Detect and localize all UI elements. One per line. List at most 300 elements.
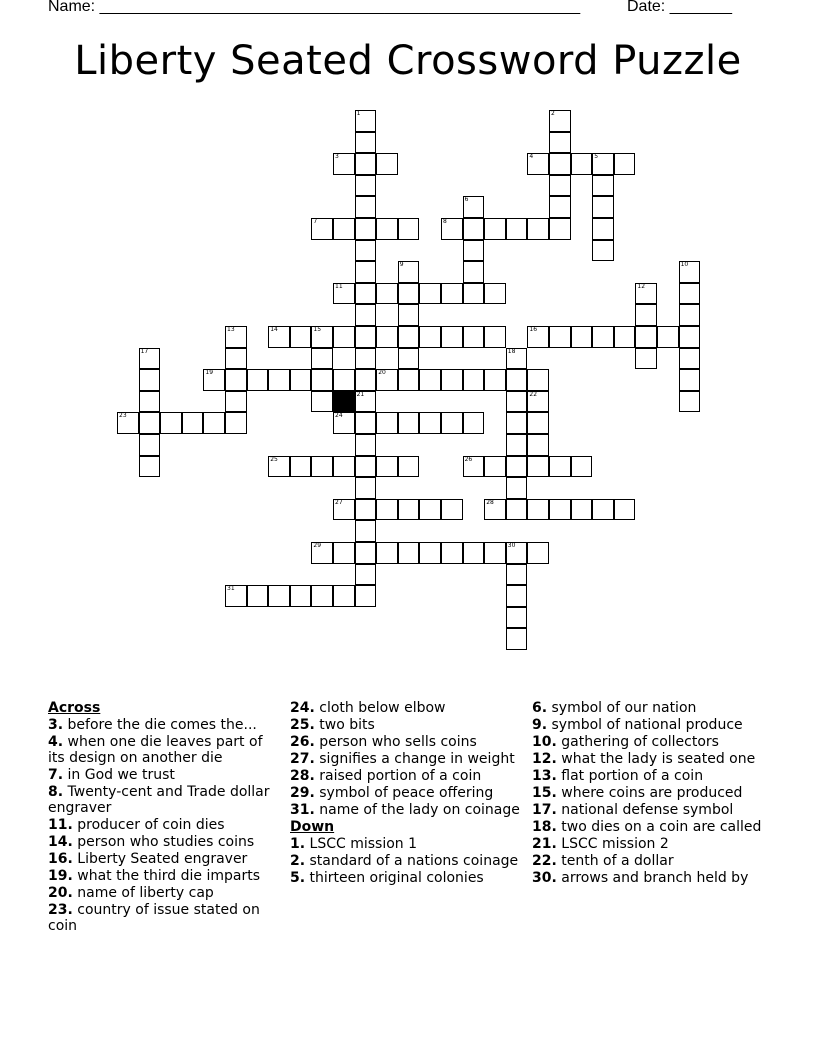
- grid-cell[interactable]: [247, 369, 269, 391]
- grid-cell[interactable]: [506, 391, 528, 413]
- grid-cell[interactable]: [398, 304, 420, 326]
- clue-num: 15.: [532, 785, 557, 801]
- clue-number: 15: [313, 326, 322, 333]
- clue-text: Twenty-cent and Trade dollar engraver: [48, 784, 270, 816]
- grid-cell[interactable]: [333, 542, 355, 564]
- grid-cell[interactable]: [506, 434, 528, 456]
- grid-cell[interactable]: [592, 326, 614, 348]
- grid-cell[interactable]: [355, 304, 377, 326]
- grid-cell[interactable]: [333, 153, 355, 175]
- clue-num: 8.: [48, 784, 64, 800]
- grid-cell[interactable]: [398, 218, 420, 240]
- grid-cell[interactable]: [592, 196, 614, 218]
- clue-text: national defense symbol: [556, 802, 734, 818]
- clue-number: 20: [378, 369, 386, 377]
- clue-text: tenth of a dollar: [556, 853, 674, 869]
- grid-cell[interactable]: [679, 304, 701, 326]
- grid-cell[interactable]: [679, 283, 701, 305]
- grid-cell[interactable]: [355, 348, 377, 370]
- grid-cell[interactable]: [117, 412, 139, 434]
- down-clue: [532, 819, 772, 835]
- grid-cell[interactable]: [311, 218, 333, 240]
- grid-cell[interactable]: [355, 132, 377, 154]
- clue-text: symbol of national produce: [547, 717, 743, 733]
- across-clue: [290, 768, 520, 784]
- grid-cell[interactable]: [290, 326, 312, 348]
- grid-cell[interactable]: [398, 348, 420, 370]
- clue-num: 9.: [532, 717, 548, 733]
- clue-num: 28.: [290, 768, 315, 784]
- grid-cell[interactable]: [679, 369, 701, 391]
- grid-cell[interactable]: [376, 283, 398, 305]
- grid-cell[interactable]: [355, 585, 377, 607]
- grid-cell[interactable]: [398, 542, 420, 564]
- grid-cell[interactable]: [549, 456, 571, 478]
- clue-num: 11.: [48, 817, 73, 833]
- grid-cell[interactable]: [614, 326, 636, 348]
- clue-text: what the third die imparts: [72, 868, 261, 884]
- grid-cell[interactable]: [484, 369, 506, 391]
- grid-cell[interactable]: [463, 542, 485, 564]
- grid-cell[interactable]: [484, 283, 506, 305]
- grid-cell[interactable]: [355, 153, 377, 175]
- down-clue: [532, 802, 772, 818]
- grid-cell[interactable]: [635, 283, 657, 305]
- clue-text: cloth below elbow: [314, 700, 446, 716]
- grid-cell[interactable]: [592, 153, 614, 175]
- across-clue: [48, 885, 278, 901]
- clue-text: before the die comes the...: [63, 717, 257, 733]
- grid-cell[interactable]: [549, 196, 571, 218]
- clue-number: 1: [356, 110, 361, 117]
- across-clue: [48, 868, 278, 884]
- grid-cell[interactable]: [419, 283, 441, 305]
- grid-cell[interactable]: [139, 348, 161, 370]
- down-clue: [532, 700, 772, 716]
- clue-number: 19: [205, 369, 214, 377]
- clue-num: 13.: [532, 768, 557, 784]
- clue-number: 26: [464, 455, 473, 463]
- grid-cell[interactable]: [355, 412, 377, 434]
- grid-cell[interactable]: [355, 261, 377, 283]
- grid-cell[interactable]: [527, 391, 549, 413]
- grid-cell[interactable]: [139, 456, 161, 478]
- grid-cell[interactable]: [441, 326, 463, 348]
- grid-cell[interactable]: [290, 456, 312, 478]
- grid-cell[interactable]: [506, 218, 528, 240]
- grid-cell[interactable]: [484, 218, 506, 240]
- clue-number: 7: [313, 218, 318, 225]
- clue-num: 26.: [290, 734, 315, 750]
- grid-cell[interactable]: [355, 240, 377, 262]
- grid-cell[interactable]: [614, 499, 636, 521]
- clue-num: 23.: [48, 902, 73, 918]
- grid-cell[interactable]: [592, 175, 614, 197]
- clue-num: 7.: [48, 767, 64, 783]
- date-field[interactable]: Date: _______: [627, 0, 732, 15]
- grid-cell[interactable]: [333, 585, 355, 607]
- down-clue: [532, 734, 772, 750]
- grid-cell[interactable]: [376, 542, 398, 564]
- grid-cell[interactable]: [376, 369, 398, 391]
- grid-cell[interactable]: [506, 456, 528, 478]
- across-clue: [48, 851, 278, 867]
- clue-num: 12.: [532, 751, 557, 767]
- grid-cell[interactable]: [311, 542, 333, 564]
- clue-num: 14.: [48, 834, 73, 850]
- across-clue: [290, 751, 520, 767]
- clue-num: 4.: [48, 734, 64, 750]
- across-clue: [48, 817, 278, 833]
- clue-num: 25.: [290, 717, 315, 733]
- grid-cell[interactable]: [311, 326, 333, 348]
- clue-number: 23: [119, 412, 127, 420]
- grid-block: [333, 391, 355, 413]
- clue-num: 16.: [48, 851, 73, 867]
- grid-cell[interactable]: [355, 499, 377, 521]
- grid-cell[interactable]: [527, 218, 549, 240]
- grid-cell[interactable]: [398, 412, 420, 434]
- name-field[interactable]: Name: ______________________________________________________: [48, 0, 581, 15]
- down-clue: [532, 785, 772, 801]
- clue-text: person who sells coins: [314, 734, 477, 750]
- clue-num: 21.: [532, 836, 557, 852]
- grid-cell[interactable]: [549, 218, 571, 240]
- grid-cell[interactable]: [484, 326, 506, 348]
- clue-number: 21: [356, 390, 365, 398]
- clue-text: LSCC mission 2: [556, 836, 669, 852]
- clue-number: 3: [335, 153, 339, 161]
- grid-cell[interactable]: [506, 477, 528, 499]
- grid-cell[interactable]: [268, 456, 290, 478]
- clue-text: producer of coin dies: [72, 817, 225, 833]
- grid-cell[interactable]: [355, 196, 377, 218]
- grid-cell[interactable]: [549, 132, 571, 154]
- grid-cell[interactable]: [419, 542, 441, 564]
- clue-number: 10: [680, 261, 689, 269]
- grid-cell[interactable]: [203, 412, 225, 434]
- grid-cell[interactable]: [484, 456, 506, 478]
- grid-cell[interactable]: [311, 391, 333, 413]
- down-clue: [532, 870, 772, 886]
- grid-cell[interactable]: [571, 456, 593, 478]
- grid-cell[interactable]: [398, 499, 420, 521]
- clue-text: LSCC mission 1: [305, 836, 418, 852]
- grid-cell[interactable]: [160, 412, 182, 434]
- grid-cell[interactable]: [376, 218, 398, 240]
- grid-cell[interactable]: [182, 412, 204, 434]
- grid-cell[interactable]: [679, 348, 701, 370]
- grid-cell[interactable]: [463, 196, 485, 218]
- clue-text: gathering of collectors: [556, 734, 719, 750]
- across-clue: [48, 767, 278, 783]
- grid-cell[interactable]: [247, 585, 269, 607]
- grid-cell[interactable]: [376, 153, 398, 175]
- grid-cell[interactable]: [419, 326, 441, 348]
- grid-cell[interactable]: [333, 369, 355, 391]
- grid-cell[interactable]: [463, 261, 485, 283]
- clue-text: thirteen original colonies: [305, 870, 484, 886]
- grid-cell[interactable]: [441, 218, 463, 240]
- grid-cell[interactable]: [355, 218, 377, 240]
- grid-cell[interactable]: [441, 369, 463, 391]
- clue-text: country of issue stated on coin: [48, 902, 260, 934]
- grid-cell[interactable]: [592, 240, 614, 262]
- clue-column-1: [48, 700, 278, 935]
- across-clue: [290, 700, 520, 716]
- clue-num: 24.: [290, 700, 315, 716]
- clue-num: 5.: [290, 870, 306, 886]
- grid-cell[interactable]: [527, 153, 549, 175]
- grid-cell[interactable]: [527, 434, 549, 456]
- grid-cell[interactable]: [139, 434, 161, 456]
- grid-cell[interactable]: [139, 369, 161, 391]
- clue-number: 12: [637, 282, 646, 290]
- down-heading: Down: [290, 819, 335, 835]
- clue-number: 8: [443, 218, 447, 225]
- grid-cell[interactable]: [549, 499, 571, 521]
- grid-cell[interactable]: [333, 499, 355, 521]
- grid-cell[interactable]: [376, 326, 398, 348]
- clue-text: where coins are produced: [556, 785, 743, 801]
- grid-cell[interactable]: [571, 326, 593, 348]
- grid-cell[interactable]: [441, 283, 463, 305]
- grid-cell[interactable]: [506, 499, 528, 521]
- grid-cell[interactable]: [441, 499, 463, 521]
- grid-cell[interactable]: [311, 348, 333, 370]
- grid-cell[interactable]: [398, 456, 420, 478]
- grid-cell[interactable]: [592, 499, 614, 521]
- clue-number: 24: [335, 412, 343, 420]
- clue-num: 19.: [48, 868, 73, 884]
- down-clue: [532, 853, 772, 869]
- across-clue: [290, 802, 520, 818]
- clue-text: symbol of peace offering: [314, 785, 494, 801]
- clue-text: what the lady is seated one: [556, 751, 756, 767]
- grid-cell[interactable]: [290, 585, 312, 607]
- grid-cell[interactable]: [376, 456, 398, 478]
- clue-number: 11: [335, 282, 343, 290]
- grid-cell[interactable]: [506, 564, 528, 586]
- grid-cell[interactable]: [614, 153, 636, 175]
- clue-number: 5: [594, 153, 599, 161]
- grid-cell[interactable]: [679, 391, 701, 413]
- clue-text: Liberty Seated engraver: [72, 851, 248, 867]
- grid-cell[interactable]: [355, 456, 377, 478]
- across-clue: [48, 717, 278, 733]
- clue-number: 13: [227, 326, 235, 333]
- grid-cell[interactable]: [333, 456, 355, 478]
- grid-cell[interactable]: [441, 412, 463, 434]
- clue-number: 18: [507, 347, 516, 355]
- grid-cell[interactable]: [506, 369, 528, 391]
- grid-cell[interactable]: [549, 175, 571, 197]
- down-clue: [532, 751, 772, 767]
- across-clue: [290, 734, 520, 750]
- grid-cell[interactable]: [549, 326, 571, 348]
- clue-num: 31.: [290, 802, 315, 818]
- grid-cell[interactable]: [225, 369, 247, 391]
- grid-cell[interactable]: [225, 412, 247, 434]
- clue-num: 27.: [290, 751, 315, 767]
- grid-cell[interactable]: [506, 585, 528, 607]
- grid-cell[interactable]: [333, 326, 355, 348]
- grid-cell[interactable]: [311, 585, 333, 607]
- grid-cell[interactable]: [527, 412, 549, 434]
- grid-cell[interactable]: [463, 456, 485, 478]
- grid-cell[interactable]: [355, 542, 377, 564]
- grid-cell[interactable]: [225, 348, 247, 370]
- grid-cell[interactable]: [311, 369, 333, 391]
- clue-number: 28: [486, 498, 494, 506]
- clue-num: 29.: [290, 785, 315, 801]
- grid-cell[interactable]: [355, 283, 377, 305]
- grid-cell[interactable]: [463, 369, 485, 391]
- clue-number: 29: [313, 542, 322, 549]
- clue-num: 2.: [290, 853, 306, 869]
- grid-cell[interactable]: [333, 412, 355, 434]
- grid-cell[interactable]: [506, 607, 528, 629]
- grid-cell[interactable]: [398, 326, 420, 348]
- clue-text: standard of a nations coinage: [305, 853, 519, 869]
- grid-cell[interactable]: [592, 218, 614, 240]
- down-clue: [532, 717, 772, 733]
- clue-text: person who studies coins: [72, 834, 255, 850]
- grid-cell[interactable]: [463, 240, 485, 262]
- grid-cell[interactable]: [527, 499, 549, 521]
- clue-number: 22: [529, 390, 538, 398]
- grid-cell[interactable]: [139, 412, 161, 434]
- grid-cell[interactable]: [398, 283, 420, 305]
- clue-number: 6: [464, 196, 469, 204]
- grid-cell[interactable]: [225, 585, 247, 607]
- clue-text: name of the lady on coinage: [314, 802, 520, 818]
- grid-cell[interactable]: [463, 412, 485, 434]
- grid-cell[interactable]: [506, 542, 528, 564]
- grid-cell[interactable]: [571, 499, 593, 521]
- across-clue: [48, 902, 278, 934]
- grid-cell[interactable]: [333, 218, 355, 240]
- grid-cell[interactable]: [571, 153, 593, 175]
- down-clue: [532, 836, 772, 852]
- grid-cell[interactable]: [398, 369, 420, 391]
- grid-cell[interactable]: [203, 369, 225, 391]
- grid-cell[interactable]: [225, 326, 247, 348]
- grid-cell[interactable]: [419, 369, 441, 391]
- clue-number: 27: [335, 498, 343, 506]
- across-clue: [48, 734, 278, 766]
- grid-cell[interactable]: [441, 542, 463, 564]
- grid-cell[interactable]: [549, 153, 571, 175]
- down-clue: [290, 836, 520, 852]
- across-clue: [48, 784, 278, 816]
- clue-number: 16: [529, 326, 538, 333]
- grid-cell[interactable]: [506, 348, 528, 370]
- clue-number: 30: [507, 542, 516, 549]
- grid-cell[interactable]: [527, 369, 549, 391]
- grid-cell[interactable]: [506, 412, 528, 434]
- clue-number: 25: [270, 455, 278, 463]
- grid-cell[interactable]: [484, 542, 506, 564]
- grid-cell[interactable]: [463, 326, 485, 348]
- grid-cell[interactable]: [355, 175, 377, 197]
- clue-text: in God we trust: [63, 767, 175, 783]
- grid-cell[interactable]: [355, 326, 377, 348]
- page-title: Liberty Seated Crossword Puzzle: [74, 38, 742, 84]
- grid-cell[interactable]: [484, 499, 506, 521]
- grid-cell[interactable]: [527, 456, 549, 478]
- grid-cell[interactable]: [355, 110, 377, 132]
- grid-cell[interactable]: [355, 391, 377, 413]
- grid-cell[interactable]: [419, 412, 441, 434]
- clue-text: flat portion of a coin: [556, 768, 704, 784]
- grid-cell[interactable]: [268, 326, 290, 348]
- clue-num: 6.: [532, 700, 548, 716]
- clue-num: 10.: [532, 734, 557, 750]
- grid-cell[interactable]: [527, 542, 549, 564]
- clue-text: signifies a change in weight: [314, 751, 515, 767]
- grid-cell[interactable]: [311, 456, 333, 478]
- grid-cell[interactable]: [398, 261, 420, 283]
- grid-cell[interactable]: [355, 434, 377, 456]
- clue-text: arrows and branch held by: [556, 870, 749, 886]
- grid-cell[interactable]: [506, 628, 528, 650]
- grid-cell[interactable]: [355, 369, 377, 391]
- grid-cell[interactable]: [635, 348, 657, 370]
- clue-num: 1.: [290, 836, 306, 852]
- clue-text: two dies on a coin are called: [556, 819, 762, 835]
- clue-column-2: [290, 700, 520, 887]
- grid-cell[interactable]: [355, 520, 377, 542]
- grid-cell[interactable]: [333, 283, 355, 305]
- grid-cell[interactable]: [635, 326, 657, 348]
- down-clue: [290, 870, 520, 886]
- grid-cell[interactable]: [355, 477, 377, 499]
- clue-number: 4: [529, 153, 534, 161]
- clue-num: 20.: [48, 885, 73, 901]
- grid-cell[interactable]: [463, 218, 485, 240]
- down-clue: [290, 853, 520, 869]
- grid-cell[interactable]: [635, 304, 657, 326]
- grid-cell[interactable]: [290, 369, 312, 391]
- grid-cell[interactable]: [139, 391, 161, 413]
- clue-text: raised portion of a coin: [314, 768, 482, 784]
- grid-cell[interactable]: [527, 326, 549, 348]
- clue-num: 17.: [532, 802, 557, 818]
- grid-cell[interactable]: [549, 110, 571, 132]
- across-clue: [48, 834, 278, 850]
- grid-cell[interactable]: [419, 499, 441, 521]
- grid-cell[interactable]: [679, 261, 701, 283]
- clue-number: 17: [140, 347, 149, 355]
- grid-cell[interactable]: [679, 326, 701, 348]
- clue-number: 31: [227, 585, 235, 593]
- grid-cell[interactable]: [463, 283, 485, 305]
- across-heading: Across: [48, 700, 101, 716]
- grid-cell[interactable]: [376, 499, 398, 521]
- grid-cell[interactable]: [376, 412, 398, 434]
- clue-text: when one die leaves part of its design on another die: [48, 734, 263, 766]
- across-clue: [290, 785, 520, 801]
- down-clue: [532, 768, 772, 784]
- grid-cell[interactable]: [355, 564, 377, 586]
- grid-cell[interactable]: [657, 326, 679, 348]
- clue-number: 2: [551, 110, 555, 117]
- grid-cell[interactable]: [268, 585, 290, 607]
- grid-cell[interactable]: [268, 369, 290, 391]
- grid-cell[interactable]: [225, 391, 247, 413]
- clue-text: name of liberty cap: [72, 885, 214, 901]
